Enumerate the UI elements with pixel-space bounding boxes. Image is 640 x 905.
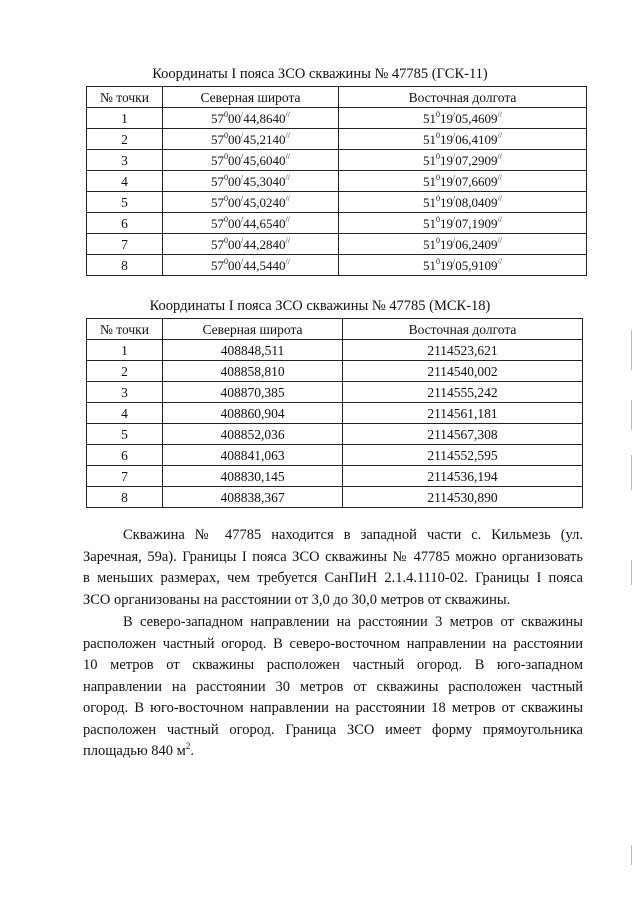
minute-mark: / — [241, 151, 244, 161]
longitude-cell: 2114552,595 — [343, 445, 583, 466]
minute-mark: / — [241, 256, 244, 266]
minutes: 19 — [440, 131, 454, 147]
minutes: 00 — [228, 152, 242, 168]
longitude-cell: 2114561,181 — [343, 403, 583, 424]
degrees: 51 — [423, 215, 437, 231]
minute-mark: / — [241, 214, 244, 224]
longitude-cell — [339, 108, 587, 129]
longitude-cell: 2114530,890 — [343, 487, 583, 508]
minutes: 19 — [440, 173, 454, 189]
degree-mark: 0 — [436, 256, 441, 266]
latitude-cell: 408858,810 — [163, 361, 343, 382]
seconds: 45,2140 — [243, 131, 286, 147]
degree-mark: 0 — [224, 151, 229, 161]
point-number-cell: 2 — [87, 129, 163, 150]
degrees: 57 — [211, 110, 225, 126]
degree-mark: 0 — [436, 235, 441, 245]
msk18-coordinates-table — [86, 318, 583, 508]
latitude-cell — [163, 234, 339, 255]
seconds: 06,4109 — [455, 131, 498, 147]
table-row — [87, 466, 583, 487]
degrees: 57 — [211, 257, 225, 273]
seconds: 08,0409 — [455, 194, 498, 210]
minute-mark: / — [453, 235, 456, 245]
minutes: 00 — [228, 257, 242, 273]
degrees: 57 — [211, 152, 225, 168]
longitude-cell — [339, 129, 587, 150]
paragraph-line: В северо-западном направлении на расстоянии 3 метров от скважины — [123, 614, 583, 630]
minutes: 19 — [440, 110, 454, 126]
degree-mark: 0 — [224, 172, 229, 182]
second-mark: // — [285, 130, 290, 140]
degrees: 51 — [423, 173, 437, 189]
point-number-cell: 5 — [87, 192, 163, 213]
table-row — [87, 424, 583, 445]
paragraph-line: в меньших размерах, чем требуется СанПиН 2.1.4.1110-02. Границы I пояса — [83, 570, 583, 586]
area-unit-exponent: 2 — [185, 741, 191, 751]
table-row — [87, 108, 587, 129]
minute-mark: / — [241, 130, 244, 140]
longitude-cell: 2114555,242 — [343, 382, 583, 403]
seconds: 44,2840 — [243, 236, 286, 252]
table1-caption: Координаты I пояса ЗСО скважины № 47785 (ГСК-11) — [152, 66, 488, 82]
header-north-latitude: Северная широта — [163, 87, 339, 108]
table-row — [87, 361, 583, 382]
minutes: 00 — [228, 215, 242, 231]
table-row — [87, 382, 583, 403]
point-number-cell: 6 — [87, 445, 163, 466]
second-mark: // — [285, 109, 290, 119]
degree-mark: 0 — [436, 151, 441, 161]
degrees: 51 — [423, 194, 437, 210]
minute-mark: / — [453, 193, 456, 203]
degree-mark: 0 — [436, 130, 441, 140]
latitude-cell — [163, 171, 339, 192]
table-row — [87, 487, 583, 508]
second-mark: // — [497, 193, 502, 203]
degrees: 57 — [211, 236, 225, 252]
paragraph-line: расположен частный огород. Граница ЗСО имеет форму прямоугольника — [83, 721, 583, 738]
header-east-longitude: Восточная долгота — [343, 319, 583, 340]
minute-mark: / — [453, 109, 456, 119]
scan-edge-mark — [631, 455, 632, 490]
point-number-cell: 4 — [87, 171, 163, 192]
longitude-cell: 2114540,002 — [343, 361, 583, 382]
second-mark: // — [497, 109, 502, 119]
latitude-cell: 408841,063 — [163, 445, 343, 466]
seconds: 44,6540 — [243, 215, 286, 231]
seconds: 07,2909 — [455, 152, 498, 168]
minute-mark: / — [453, 130, 456, 140]
point-number-cell: 3 — [87, 150, 163, 171]
minute-mark: / — [241, 172, 244, 182]
degree-mark: 0 — [224, 256, 229, 266]
latitude-cell — [163, 192, 339, 213]
gsk11-coordinates-table — [86, 86, 587, 276]
table-row — [87, 340, 583, 361]
area-text: площадью 840 м — [83, 743, 186, 759]
well-location-paragraph — [83, 525, 583, 611]
point-number-cell: 8 — [87, 255, 163, 276]
degrees: 57 — [211, 215, 225, 231]
table-header-row — [87, 87, 587, 108]
minute-mark: / — [453, 172, 456, 182]
table2-caption: Координаты I пояса ЗСО скважины № 47785 (МСК-18) — [149, 298, 491, 314]
minutes: 00 — [228, 131, 242, 147]
latitude-cell: 408870,385 — [163, 382, 343, 403]
longitude-cell — [339, 150, 587, 171]
table-row — [87, 192, 587, 213]
second-mark: // — [285, 193, 290, 203]
scan-edge-mark — [631, 560, 632, 585]
second-mark: // — [497, 235, 502, 245]
seconds: 05,9109 — [455, 257, 498, 273]
table-row — [87, 129, 587, 150]
zso-boundaries-paragraph — [83, 612, 583, 763]
table-header-row — [87, 319, 583, 340]
scan-edge-mark — [631, 330, 632, 370]
degrees: 57 — [211, 131, 225, 147]
header-point-number: № точки — [87, 87, 163, 108]
longitude-cell — [339, 192, 587, 213]
degrees: 51 — [423, 236, 437, 252]
paragraph-line: Скважина № 47785 находится в западной части с. Кильмезь (ул. — [123, 527, 583, 543]
seconds: 45,0240 — [243, 194, 286, 210]
point-number-cell: 7 — [87, 234, 163, 255]
minutes: 19 — [440, 236, 454, 252]
paragraph-line: Заречная, 59а). Границы I пояса ЗСО скважины № 47785 можно организовать — [83, 548, 583, 565]
seconds: 05,4609 — [455, 110, 498, 126]
point-number-cell: 5 — [87, 424, 163, 445]
minutes: 19 — [440, 152, 454, 168]
table-row — [87, 213, 587, 234]
header-east-longitude: Восточная долгота — [339, 87, 587, 108]
seconds: 44,8640 — [243, 110, 286, 126]
degrees: 51 — [423, 110, 437, 126]
table-row — [87, 150, 587, 171]
seconds: 45,3040 — [243, 173, 286, 189]
paragraph-line: направлении на расстоянии 30 метров от скважины расположен частный — [83, 678, 583, 695]
latitude-cell — [163, 129, 339, 150]
longitude-cell — [339, 255, 587, 276]
degrees: 57 — [211, 173, 225, 189]
degree-mark: 0 — [436, 193, 441, 203]
degree-mark: 0 — [224, 214, 229, 224]
minutes: 19 — [440, 194, 454, 210]
point-number-cell: 7 — [87, 466, 163, 487]
seconds: 07,6609 — [455, 173, 498, 189]
minutes: 19 — [440, 215, 454, 231]
degrees: 51 — [423, 152, 437, 168]
degrees: 51 — [423, 257, 437, 273]
second-mark: // — [285, 172, 290, 182]
point-number-cell: 2 — [87, 361, 163, 382]
point-number-cell: 8 — [87, 487, 163, 508]
longitude-cell: 2114536,194 — [343, 466, 583, 487]
header-point-number: № точки — [87, 319, 163, 340]
seconds: 06,2409 — [455, 236, 498, 252]
second-mark: // — [285, 151, 290, 161]
minutes: 00 — [228, 110, 242, 126]
point-number-cell: 6 — [87, 213, 163, 234]
table-row — [87, 255, 587, 276]
latitude-cell — [163, 108, 339, 129]
scan-edge-mark — [631, 845, 632, 865]
minute-mark: / — [453, 151, 456, 161]
paragraph-line: 10 метров от скважины расположен частный огород. В юго-западном — [83, 657, 583, 673]
latitude-cell — [163, 150, 339, 171]
minutes: 19 — [440, 257, 454, 273]
minute-mark: / — [241, 235, 244, 245]
point-number-cell: 1 — [87, 340, 163, 361]
point-number-cell: 3 — [87, 382, 163, 403]
latitude-cell — [163, 213, 339, 234]
table-row — [87, 171, 587, 192]
table2-body — [87, 340, 583, 508]
point-number-cell: 1 — [87, 108, 163, 129]
minute-mark: / — [453, 214, 456, 224]
minutes: 00 — [228, 194, 242, 210]
degree-mark: 0 — [224, 235, 229, 245]
degree-mark: 0 — [224, 130, 229, 140]
seconds: 45,6040 — [243, 152, 286, 168]
second-mark: // — [497, 256, 502, 266]
longitude-cell — [339, 234, 587, 255]
table-row — [87, 234, 587, 255]
seconds: 07,1909 — [455, 215, 498, 231]
paragraph-last-line — [83, 741, 583, 763]
second-mark: // — [497, 172, 502, 182]
degree-mark: 0 — [224, 109, 229, 119]
paragraph-line: огород. В юго-восточном направлении на расстоянии 18 метров от скважины — [83, 700, 583, 716]
seconds: 44,5440 — [243, 257, 286, 273]
second-mark: // — [497, 151, 502, 161]
minute-mark: / — [241, 109, 244, 119]
latitude-cell: 408830,145 — [163, 466, 343, 487]
latitude-cell: 408848,511 — [163, 340, 343, 361]
paragraph-line: ЗСО организованы на расстоянии от 3,0 до 30,0 метров от скважины. — [83, 591, 511, 608]
latitude-cell: 408852,036 — [163, 424, 343, 445]
second-mark: // — [497, 214, 502, 224]
longitude-cell: 2114523,621 — [343, 340, 583, 361]
minute-mark: / — [241, 193, 244, 203]
second-mark: // — [285, 256, 290, 266]
degree-mark: 0 — [436, 172, 441, 182]
point-number-cell: 4 — [87, 403, 163, 424]
longitude-cell: 2114567,308 — [343, 424, 583, 445]
longitude-cell — [339, 171, 587, 192]
minute-mark: / — [453, 256, 456, 266]
latitude-cell: 408860,904 — [163, 403, 343, 424]
degrees: 51 — [423, 131, 437, 147]
scan-edge-mark — [631, 400, 632, 430]
longitude-cell — [339, 213, 587, 234]
degree-mark: 0 — [224, 193, 229, 203]
second-mark: // — [497, 130, 502, 140]
table-row — [87, 403, 583, 424]
second-mark: // — [285, 214, 290, 224]
paragraph-line: расположен частный огород. В северо-восточном направлении на расстоянии — [83, 635, 583, 652]
table-row — [87, 445, 583, 466]
degree-mark: 0 — [436, 214, 441, 224]
latitude-cell: 408838,367 — [163, 487, 343, 508]
header-north-latitude: Северная широта — [163, 319, 343, 340]
minutes: 00 — [228, 173, 242, 189]
second-mark: // — [285, 235, 290, 245]
minutes: 00 — [228, 236, 242, 252]
degrees: 57 — [211, 194, 225, 210]
area-end-punctuation: . — [190, 743, 194, 759]
table1-body — [87, 108, 587, 276]
degree-mark: 0 — [436, 109, 441, 119]
latitude-cell — [163, 255, 339, 276]
